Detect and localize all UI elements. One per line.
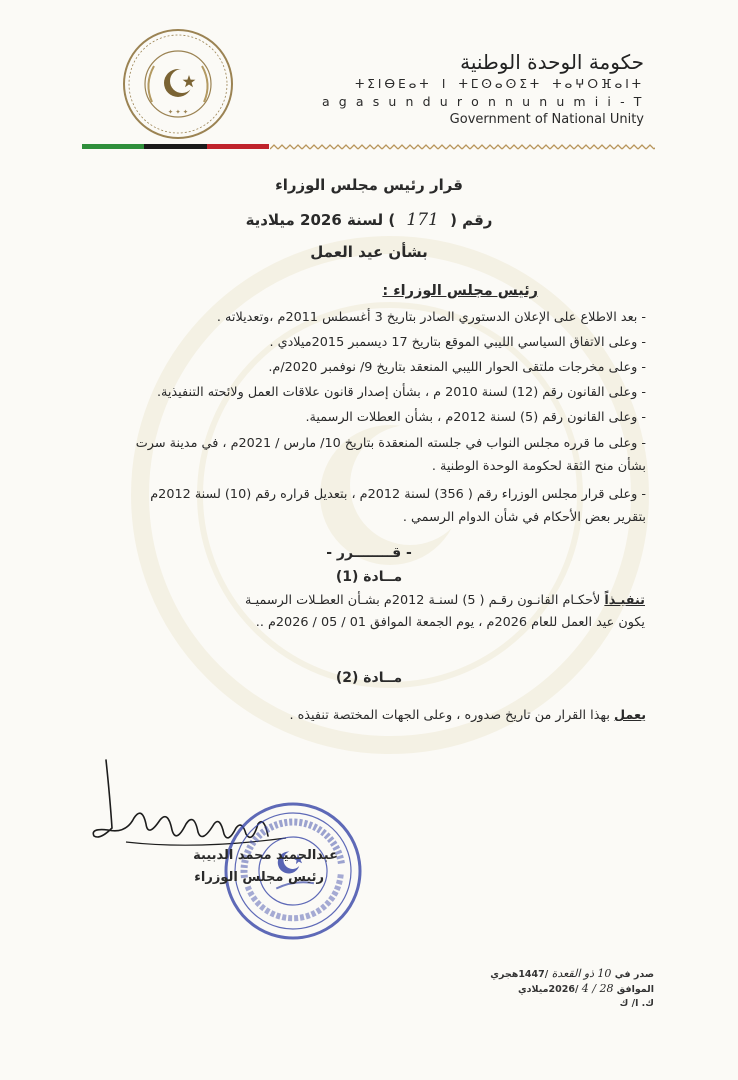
basis-clause-line: - وعلى قرار مجلس الوزراء رقم ( 356) لسنة 2012م ، بتعديل قراره رقم (10) لسنة 2012م xyxy=(150,487,646,502)
basis-clause xyxy=(81,306,646,329)
article-2-heading: مــادة (2) xyxy=(335,670,403,686)
ornamental-border-pattern xyxy=(270,144,655,150)
issued-day-handwritten: 10 xyxy=(597,967,612,980)
decree-subject: بشأن عيد العمل xyxy=(310,243,428,261)
issued-date-row xyxy=(490,967,654,982)
issued-year: /1447هجري xyxy=(490,969,549,980)
issued-label: صدر في xyxy=(614,969,654,980)
flag-green-segment xyxy=(82,144,144,149)
basis-clause-line: بشأن منح الثقة لحكومة الوحدة الوطنية . xyxy=(431,459,646,474)
basis-clause xyxy=(81,432,646,478)
equivalent-label: الموافق xyxy=(616,984,654,995)
flag-black-segment xyxy=(144,144,206,149)
decree-number-prefix: رقم ( xyxy=(450,211,493,229)
government-seal-icon xyxy=(122,28,234,140)
government-name-english: Government of National Unity xyxy=(449,112,644,127)
basis-clause-line: - وعلى مخرجات ملتقى الحوار الليبي المنعقد بتاريخ 9/ نوفمبر 2020/م. xyxy=(268,360,646,375)
issued-month-handwritten: ذو القعدة xyxy=(551,967,595,980)
article-1-line xyxy=(75,590,645,612)
article-2-lead-word: يعمل xyxy=(613,708,646,723)
basis-clause xyxy=(81,406,646,429)
basis-clause xyxy=(81,331,646,354)
article-1-line-rest: لأحكـام القانـون رقـم ( 5) لسنـة 2012م بشـأن العطـلات الرسميـة xyxy=(245,593,605,608)
basis-clause xyxy=(81,483,646,529)
decree-number-line xyxy=(0,210,738,230)
article-2-text-rest: بهذا القرار من تاريخ صدوره ، وعلى الجهات المختصة تنفيذه . xyxy=(289,708,614,723)
basis-clause xyxy=(81,381,646,404)
flag-color-bar xyxy=(82,144,269,149)
signatory-name: عبدالحميد محمد الدبيبة xyxy=(193,848,338,863)
basis-clause-line: بتقرير بعض الأحكام في شأن الدوام الرسمي . xyxy=(402,510,646,525)
basis-clause xyxy=(81,356,646,379)
article-1-line: يكون عيد العمل للعام 2026م ، يوم الجمعة الموافق 01 / 05 / 2026م .. xyxy=(255,615,645,630)
decree-number-suffix: ) لسنة 2026 ميلادية xyxy=(245,211,396,229)
government-name-arabic: حكومة الوحدة الوطنية xyxy=(460,50,644,74)
equivalent-date-handwritten: 28 / 4 xyxy=(581,982,614,995)
issuer-heading: رئيس مجلس الوزراء : xyxy=(382,283,538,299)
article-1-text xyxy=(75,590,645,634)
initials-row: ك. ا/ ك xyxy=(619,998,654,1009)
decision-heading: - قــــــــرر - xyxy=(326,545,412,561)
equivalent-year: /2026ميلادي xyxy=(517,984,579,995)
basis-clause-line: - وعلى الاتفاق السياسي الليبي الموقع بتاريخ 17 ديسمبر 2015ميلادي . xyxy=(269,335,646,350)
issuance-info xyxy=(490,967,654,1011)
basis-clause-line: - وعلى القانون رقم (12) لسنة 2010 م ، بشأن إصدار قانون علاقات العمل ولائحته التنفيذية. xyxy=(156,385,646,400)
government-name-tifinagh: ⵜⵉⵏⴱⴹⴰⵜ ⵏ ⵜⵎⵙⴰⵙⵉⵜ ⵜⴰⵖⵔⴼⴰⵏⵜ xyxy=(355,77,644,91)
basis-clause-line: - وعلى القانون رقم (5) لسنة 2012م ، بشأن العطلات الرسمية. xyxy=(305,410,646,425)
article-2-text xyxy=(289,708,646,723)
decree-number-handwritten: 171 xyxy=(406,210,439,230)
signatory-title: رئيس مجلس الوزراء xyxy=(194,870,324,885)
svg-text:✦ ✦ ✦: ✦ ✦ ✦ xyxy=(167,108,189,116)
basis-clause-line: - وعلى ما قرره مجلس النواب في جلسته المنعقدة بتاريخ 10/ مارس / 2021م ، في مدينة سرت xyxy=(135,436,646,451)
article-1-lead-word: تنفيـذاً xyxy=(604,593,645,608)
flag-red-segment xyxy=(207,144,269,149)
government-name-amazigh-latin: a g a s u n d u r o n n u n u m i i - T xyxy=(321,94,644,109)
article-1-heading: مــادة (1) xyxy=(335,569,403,585)
equivalent-date-row xyxy=(490,982,654,997)
basis-clause-line: - بعد الاطلاع على الإعلان الدستوري الصادر بتاريخ 3 أغسطس 2011م ،وتعديلاته . xyxy=(216,310,646,325)
decree-title: قرار رئيس مجلس الوزراء xyxy=(275,176,463,194)
